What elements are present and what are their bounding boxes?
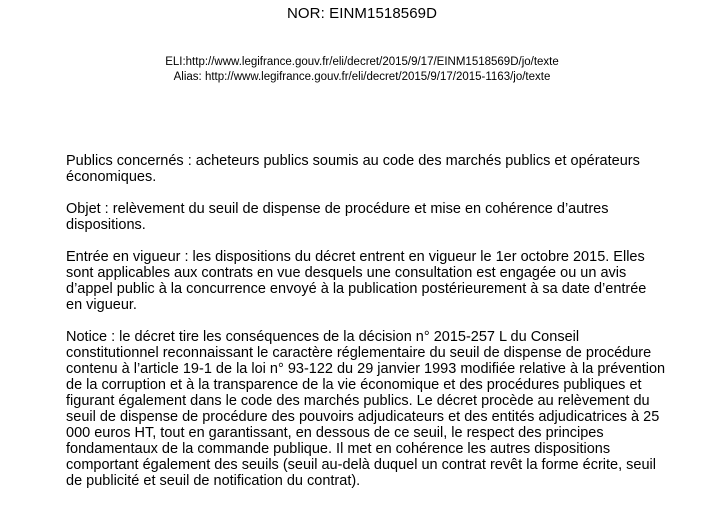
- eli-link[interactable]: ELI:http://www.legifrance.gouv.fr/eli/decret/2015/9/17/EINM1518569D/jo/texte: [165, 56, 559, 68]
- alias-link[interactable]: Alias: http://www.legifrance.gouv.fr/eli/decret/2015/9/17/2015-1163/jo/texte: [173, 71, 551, 83]
- notice-paragraph: Notice : le décret tire les conséquences de la décision n° 2015-257 L du Conseil constitutionnel reconnaissant le caractère réglementaire du seuil de dispense de procédure contenu à l’article 19-1 de la loi n° 93-122 du 29 janvier 1993 modifiée relative à la prévention de la corruption et à la transparence de la vie économique et des procédures publiques et figurant également dans le code des marchés publics. Le décret procède au relèvement du seuil de dispense de procédure des pouvoirs adjudicateurs et des entités adjudicatrices à 25 000 euros HT, tout en garantissant, en dessous de ce seuil, le respect des principes fondamentaux de la commande publique. Il met en cohérence les autres dispositions comportant également des seuils (seuil au-delà duquel un contrat revêt la forme écrite, seuil de publicité et seuil de notification du contrat).: [66, 329, 666, 489]
- eli-block: [0, 55, 724, 85]
- nor-reference: NOR: EINM1518569D: [286, 5, 438, 22]
- entree-en-vigueur-paragraph: Entrée en vigueur : les dispositions du décret entrent en vigueur le 1er octobre 2015. Elles sont applicables aux contrats en vue desquels une consultation est engagée ou un avis d’appel public à la concurrence envoyé à la publication postérieurement à sa date d’entrée en vigueur.: [66, 249, 647, 313]
- objet-paragraph: Objet : relèvement du seuil de dispense de procédure et mise en cohérence d’autres dispositions.: [66, 201, 609, 233]
- decree-summary: [66, 153, 666, 505]
- publics-concernes-paragraph: Publics concernés : acheteurs publics soumis au code des marchés publics et opérateurs économiques.: [66, 153, 640, 185]
